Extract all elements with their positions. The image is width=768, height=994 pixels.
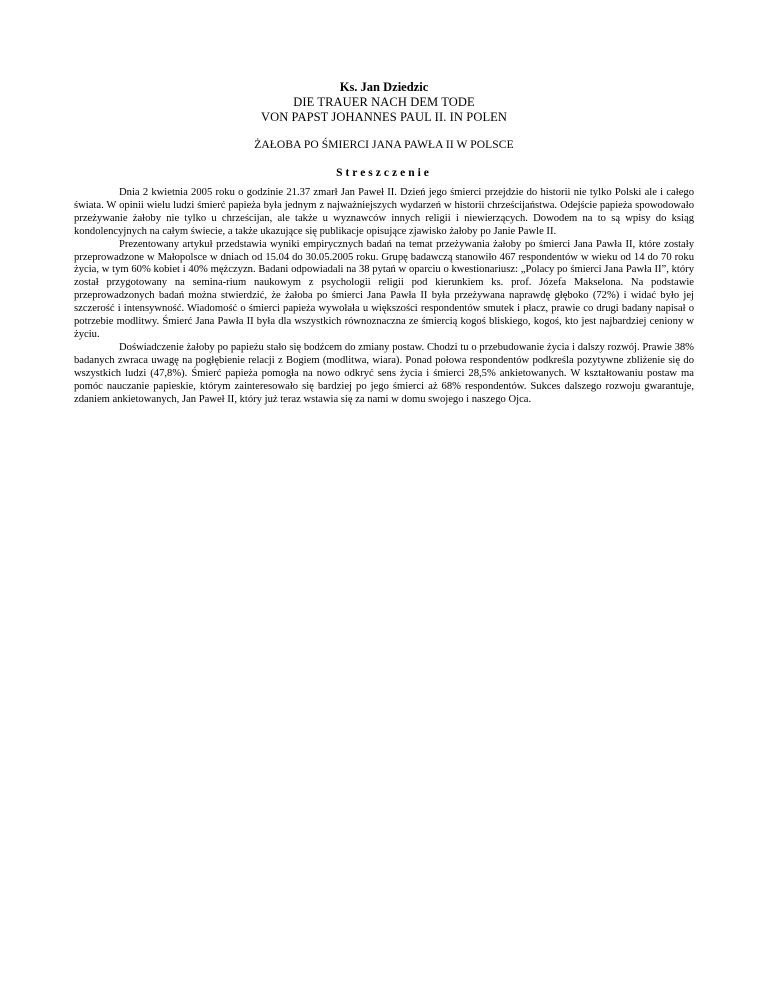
german-title-line-1: DIE TRAUER NACH DEM TODE xyxy=(293,95,475,109)
summary-heading: Streszczenie xyxy=(336,167,432,179)
abstract-paragraph-1: Dnia 2 kwietnia 2005 roku o godzinie 21.37 zmarł Jan Paweł II. Dzień jego śmierci przejdzie do historii nie tylko Polski ale i całego świata. W opinii wielu ludzi śmierć papieża była jednym z najważniejszych wydarzeń w historii chrześcijaństwa. Odejście papieża spowodowało przeżywanie żałoby nie tylko u chrześcijan, ale także u wyznawców innych religii i niewierzących. Dowodem na to są wpisy do ksiąg kondolencyjnych na całym świecie, a także ukazujące się publikacje opisujące zjawisko żałoby po Janie Pawle II. xyxy=(74,187,694,237)
abstract-paragraph-2: Prezentowany artykuł przedstawia wyniki empirycznych badań na temat przeżywania żałoby po śmierci Jana Pawła II, które zostały przeprowadzone w Małopolsce w dniach od 15.04 do 30.05.2005 roku. Grupę badawczą stanowiło 467 respondentów w wieku od 14 do 70 roku życia, w tym 60% kobiet i 40% mężczyzn. Badani odpowiadali na 38 pytań w oparciu o kwestionariusz: „Polacy po śmierci Jana Pawła II”, który został przygotowany na semina-rium naukowym z psychologii religii pod kierunkiem ks. prof. Józefa Makselona. Na podstawie przeprowadzonych badań można stwierdzić, że żałoba po śmierci Jana Pawła II była przeżywana naprawdę głęboko (72%) i widać było jej szczerość i intensywność. Wiadomość o śmierci papieża wywołała u większości respondentów smutek i płacz, prawie co drugi badany napisał o potrzebie modlitwy. Śmierć Jana Pawła II była dla wszystkich równoznaczna ze śmiercią kogoś bliskiego, kogoś, kto jest najbardziej ceniony w życiu. xyxy=(74,238,694,340)
abstract-paragraph-3: Doświadczenie żałoby po papieżu stało się bodźcem do zmiany postaw. Chodzi tu o przebudowanie życia i dalszy rozwój. Prawie 38% badanych zwraca uwagę na pogłębienie relacji z Bogiem (modlitwa, wiara). Ponad połowa respondentów podkreśla pozytywne zbliżenie się do wszystkich ludzi (47,8%). Śmierć papieża pomogła na nowo odkryć sens życia i śmierci 28,5% ankietowanych. W kształtowaniu postaw ma pomóc nauczanie papieskie, którym zainteresowało się bardziej po jego śmierci aż 68% respondentów. Sukces dalszego rozwoju gwarantuje, zdaniem ankietowanych, Jan Paweł II, który już teraz wstawia się za nami w domu swojego i naszego Ojca. xyxy=(74,341,694,405)
abstract-body xyxy=(74,187,694,406)
polish-title: ŻAŁOBA PO ŚMIERCI JANA PAWŁA II W POLSCE xyxy=(254,139,514,151)
document-header xyxy=(0,80,768,180)
german-title-line-2: VON PAPST JOHANNES PAUL II. IN POLEN xyxy=(260,110,508,124)
author-name: Ks. Jan Dziedzic xyxy=(339,80,429,94)
